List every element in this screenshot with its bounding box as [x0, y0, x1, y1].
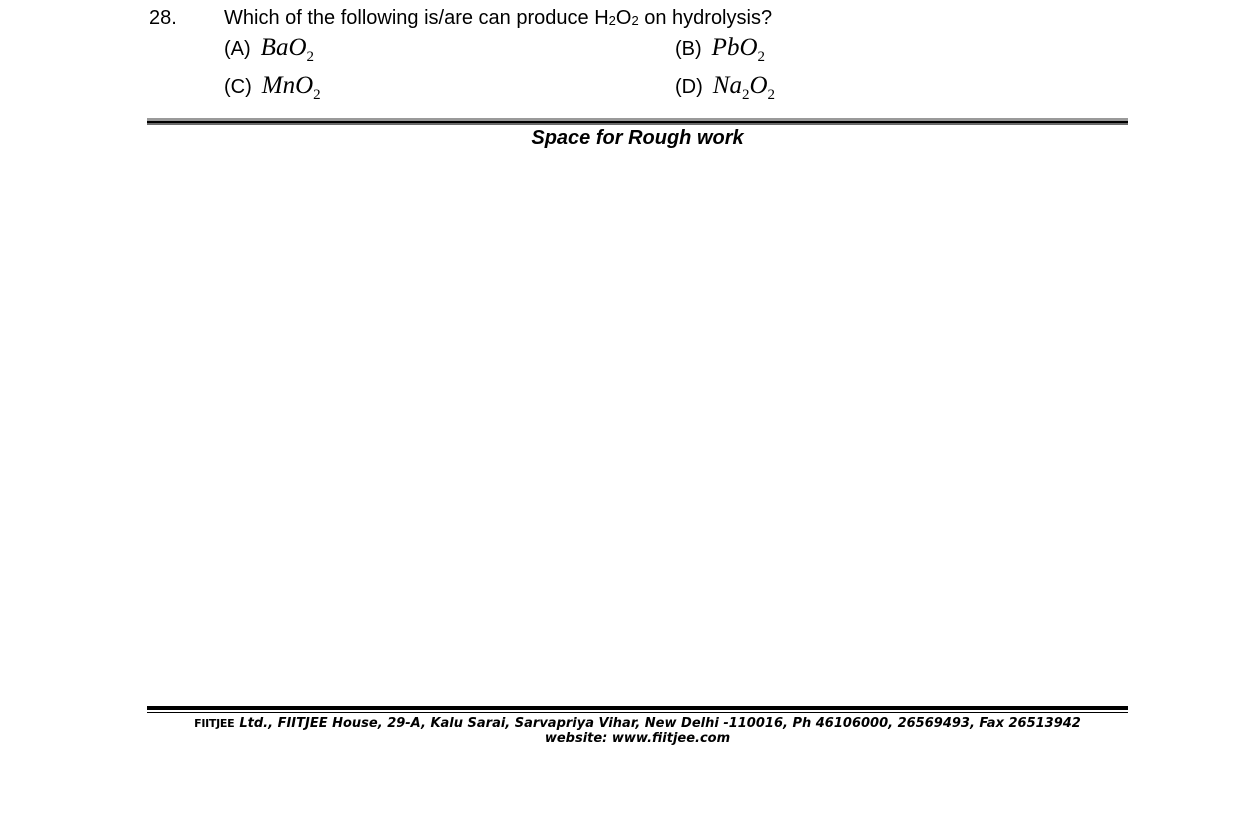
rough-work-area[interactable] [147, 156, 1128, 702]
formula-subscript: 2 [767, 87, 776, 103]
option-d-formula [712, 72, 776, 103]
stem-subscript-2: 2 [631, 13, 639, 28]
formula-part: PbO [711, 34, 758, 61]
option-a-label: (A) [224, 38, 251, 60]
option-a-formula [260, 34, 314, 65]
top-divider-rule [147, 118, 1128, 125]
formula-part: BaO [260, 34, 307, 61]
question-number: 28. [149, 7, 177, 29]
footer-address-line [147, 716, 1128, 731]
option-b-label: (B) [675, 38, 702, 60]
stem-text-mid: O [615, 7, 632, 29]
option-c-label: (C) [224, 76, 252, 98]
option-d-label: (D) [675, 76, 703, 98]
footer-website[interactable]: website: www.fiitjee.com [544, 731, 731, 746]
option-c[interactable] [224, 72, 321, 104]
footer-brand-logo: FIITJEE [194, 717, 235, 730]
stem-subscript-1: 2 [608, 13, 616, 28]
question-stem [224, 7, 772, 30]
option-d[interactable] [675, 72, 775, 104]
option-b[interactable] [675, 34, 765, 66]
formula-part: MnO [261, 72, 314, 99]
rough-work-heading: Space for Rough work [531, 127, 744, 149]
option-a[interactable] [224, 34, 314, 66]
option-b-formula [711, 34, 765, 65]
bottom-divider-rule [147, 706, 1128, 713]
formula-subscript: 2 [757, 49, 765, 65]
formula-subscript: 2 [306, 49, 314, 65]
footer-address: Ltd., FIITJEE House, 29-A, Kalu Sarai, Sarvapriya Vihar, New Delhi -110016, Ph 46106000, 26569493, Fax 26513942 [239, 716, 1081, 731]
formula-part: O [749, 72, 768, 99]
stem-text-start: Which of the following is/are can produce H [224, 7, 609, 29]
formula-subscript: 2 [741, 87, 750, 103]
stem-text-end: on hydrolysis? [638, 7, 773, 29]
formula-subscript: 2 [313, 87, 321, 103]
formula-part: Na [712, 72, 742, 99]
option-c-formula [261, 72, 321, 103]
